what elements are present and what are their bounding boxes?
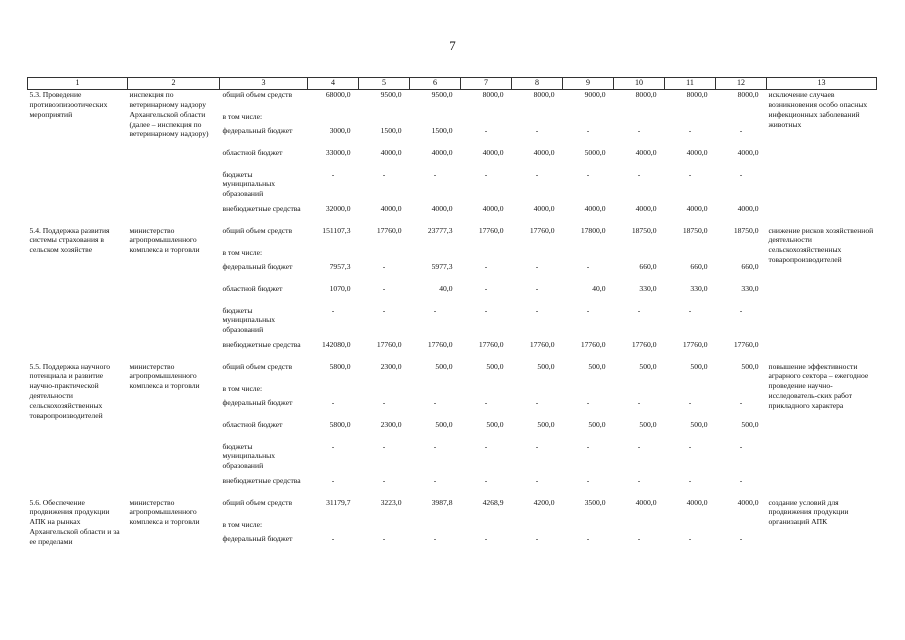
value-cell: 32000,0 xyxy=(325,203,351,213)
value-cell: 4000,0 xyxy=(380,203,402,213)
value-cell: - xyxy=(739,397,743,407)
value-cell: 1500,0 xyxy=(431,125,453,135)
table-row xyxy=(28,90,877,112)
value-cell: 18750,0 xyxy=(631,225,657,235)
measure-title: 5.6. Обеспечение продвижения продукции АПК на рынках Архангельской области и за ее пределами xyxy=(29,497,120,546)
program-table xyxy=(27,77,877,556)
value-cell: 4268,9 xyxy=(482,497,504,507)
header-cell: 7 xyxy=(461,78,512,90)
value-cell: - xyxy=(484,125,488,135)
value-cell: - xyxy=(688,169,692,179)
value-cell: 4200,0 xyxy=(533,497,555,507)
value-cell: - xyxy=(382,533,386,543)
value-cell xyxy=(614,384,665,398)
value-cell: 4000,0 xyxy=(686,203,708,213)
value-cell: 500,0 xyxy=(537,419,555,429)
value-cell xyxy=(563,384,614,398)
header-cell: 3 xyxy=(220,78,308,90)
value-cell: - xyxy=(637,475,641,485)
value-cell: 142080,0 xyxy=(322,339,351,349)
value-cell: - xyxy=(586,441,590,451)
value-cell xyxy=(308,248,359,262)
funding-source-label: федеральный бюджет xyxy=(222,533,293,543)
value-cell xyxy=(512,112,563,126)
value-cell: 330,0 xyxy=(639,283,657,293)
table-row xyxy=(28,226,877,248)
expected-result: создание условий для продвижения продукции организаций АПК xyxy=(768,497,849,527)
value-cell: 5800,0 xyxy=(329,361,351,371)
value-cell: 17760,0 xyxy=(427,339,453,349)
value-cell: - xyxy=(739,125,743,135)
value-cell: 1070,0 xyxy=(329,283,351,293)
value-cell: 17760,0 xyxy=(376,339,402,349)
header-cell: 5 xyxy=(359,78,410,90)
table-row xyxy=(28,498,877,520)
value-cell: 33000,0 xyxy=(325,147,351,157)
funding-source-label: в том числе: xyxy=(222,247,263,257)
measure-executor: министерство агропромышленного комплекса и торговли xyxy=(129,225,200,255)
value-cell: - xyxy=(382,169,386,179)
value-cell: - xyxy=(637,305,641,315)
value-cell: 500,0 xyxy=(588,419,606,429)
value-cell: 660,0 xyxy=(639,261,657,271)
header-cell: 2 xyxy=(128,78,220,90)
value-cell xyxy=(614,112,665,126)
funding-source-label: внебюджетные средства xyxy=(222,203,301,213)
value-cell: - xyxy=(535,261,539,271)
funding-source-label: в том числе: xyxy=(222,383,263,393)
header-cell: 9 xyxy=(563,78,614,90)
value-cell xyxy=(716,248,767,262)
value-cell xyxy=(410,520,461,534)
value-cell: - xyxy=(535,169,539,179)
value-cell: 5977,3 xyxy=(431,261,453,271)
value-cell: - xyxy=(331,169,335,179)
value-cell xyxy=(665,112,716,126)
funding-source-label: федеральный бюджет xyxy=(222,125,293,135)
value-cell: - xyxy=(586,305,590,315)
value-cell: 4000,0 xyxy=(584,203,606,213)
funding-source-label: общий объем средств xyxy=(222,361,293,371)
page-number: 7 xyxy=(449,38,456,53)
value-cell: - xyxy=(688,533,692,543)
value-cell: - xyxy=(484,283,488,293)
value-cell xyxy=(308,112,359,126)
value-cell: - xyxy=(535,533,539,543)
funding-source-label: федеральный бюджет xyxy=(222,261,293,271)
value-cell xyxy=(359,112,410,126)
value-cell: - xyxy=(739,169,743,179)
table-row xyxy=(28,362,877,384)
value-cell: 4000,0 xyxy=(737,147,759,157)
value-cell: 500,0 xyxy=(639,361,657,371)
header-cell: 4 xyxy=(308,78,359,90)
value-cell xyxy=(512,520,563,534)
value-cell: 7957,3 xyxy=(329,261,351,271)
value-cell: - xyxy=(637,533,641,543)
value-cell: - xyxy=(688,397,692,407)
value-cell xyxy=(359,520,410,534)
value-cell: 3500,0 xyxy=(584,497,606,507)
value-cell: 9500,0 xyxy=(431,90,453,99)
value-cell: - xyxy=(484,169,488,179)
expected-result: снижение рисков хозяйственной деятельности сельскохозяйственных товаропроизводителей xyxy=(768,225,874,265)
value-cell: 17760,0 xyxy=(529,339,555,349)
value-cell: - xyxy=(688,305,692,315)
value-cell: - xyxy=(484,261,488,271)
value-cell: 500,0 xyxy=(741,361,759,371)
value-cell: 500,0 xyxy=(639,419,657,429)
value-cell: 4000,0 xyxy=(686,497,708,507)
value-cell: - xyxy=(484,475,488,485)
funding-source-label: общий объем средств xyxy=(222,225,293,235)
value-cell xyxy=(359,248,410,262)
value-cell: - xyxy=(484,533,488,543)
value-cell: - xyxy=(586,125,590,135)
value-cell: 500,0 xyxy=(690,419,708,429)
value-cell xyxy=(563,520,614,534)
value-cell: 17760,0 xyxy=(478,225,504,235)
funding-source-label: областной бюджет xyxy=(222,419,283,429)
value-cell xyxy=(461,384,512,398)
value-cell: 4000,0 xyxy=(533,203,555,213)
value-cell: 8000,0 xyxy=(635,90,657,99)
value-cell: 500,0 xyxy=(588,361,606,371)
value-cell xyxy=(410,384,461,398)
funding-source-label: в том числе: xyxy=(222,111,263,121)
value-cell: 17760,0 xyxy=(580,339,606,349)
value-cell: 17760,0 xyxy=(733,339,759,349)
value-cell xyxy=(410,248,461,262)
table-body xyxy=(28,90,877,556)
measure-title: 5.3. Проведение противоэпизоотических мероприятий xyxy=(29,90,108,119)
funding-source-label: бюджеты муниципальных образований xyxy=(222,169,276,199)
header-cell: 11 xyxy=(665,78,716,90)
value-cell: - xyxy=(637,441,641,451)
value-cell xyxy=(614,520,665,534)
value-cell: - xyxy=(535,397,539,407)
value-cell: 2300,0 xyxy=(380,361,402,371)
value-cell: 17760,0 xyxy=(529,225,555,235)
value-cell: 17760,0 xyxy=(682,339,708,349)
value-cell: 4000,0 xyxy=(635,147,657,157)
funding-source-label: общий объем средств xyxy=(222,90,293,99)
value-cell: 17760,0 xyxy=(376,225,402,235)
value-cell: 500,0 xyxy=(690,361,708,371)
measure-executor: министерство агропромышленного комплекса и торговли xyxy=(129,497,200,527)
value-cell: - xyxy=(484,305,488,315)
value-cell: - xyxy=(433,533,437,543)
value-cell xyxy=(716,520,767,534)
value-cell: 17760,0 xyxy=(631,339,657,349)
value-cell: - xyxy=(382,261,386,271)
funding-source-label: внебюджетные средства xyxy=(222,339,301,349)
measure-title: 5.4. Поддержка развития системы страхования в сельском хозяйстве xyxy=(29,225,110,255)
value-cell: 2300,0 xyxy=(380,419,402,429)
value-cell: - xyxy=(331,475,335,485)
funding-source-label: внебюджетные средства xyxy=(222,475,301,485)
value-cell xyxy=(665,248,716,262)
value-cell: - xyxy=(586,261,590,271)
value-cell xyxy=(359,384,410,398)
value-cell: - xyxy=(586,169,590,179)
value-cell: - xyxy=(688,475,692,485)
value-cell xyxy=(665,384,716,398)
value-cell: - xyxy=(382,441,386,451)
value-cell: - xyxy=(484,441,488,451)
value-cell: 9500,0 xyxy=(380,90,402,99)
value-cell: - xyxy=(739,533,743,543)
value-cell xyxy=(716,384,767,398)
value-cell: 151107,3 xyxy=(322,225,351,235)
value-cell: - xyxy=(637,169,641,179)
value-cell: 9000,0 xyxy=(584,90,606,99)
header-cell: 13 xyxy=(767,78,877,90)
value-cell: 23777,3 xyxy=(427,225,453,235)
value-cell: 500,0 xyxy=(741,419,759,429)
funding-source-label: бюджеты муниципальных образований xyxy=(222,305,276,335)
value-cell: - xyxy=(382,397,386,407)
header-row xyxy=(28,78,877,90)
value-cell: 4000,0 xyxy=(533,147,555,157)
value-cell: 660,0 xyxy=(741,261,759,271)
value-cell: - xyxy=(433,441,437,451)
value-cell: 4000,0 xyxy=(482,147,504,157)
value-cell xyxy=(461,520,512,534)
value-cell: 5000,0 xyxy=(584,147,606,157)
value-cell: - xyxy=(535,283,539,293)
value-cell: - xyxy=(535,441,539,451)
value-cell: 4000,0 xyxy=(482,203,504,213)
funding-source-label: федеральный бюджет xyxy=(222,397,293,407)
value-cell xyxy=(410,112,461,126)
funding-source-label: областной бюджет xyxy=(222,283,283,293)
value-cell: - xyxy=(382,475,386,485)
header-cell: 8 xyxy=(512,78,563,90)
value-cell: 500,0 xyxy=(537,361,555,371)
value-cell xyxy=(512,248,563,262)
value-cell: - xyxy=(331,533,335,543)
value-cell: 18750,0 xyxy=(682,225,708,235)
header-cell: 1 xyxy=(28,78,128,90)
value-cell: 18750,0 xyxy=(733,225,759,235)
value-cell: - xyxy=(739,305,743,315)
header-cell: 6 xyxy=(410,78,461,90)
header-cell: 12 xyxy=(716,78,767,90)
expected-result: повышение эффективности аграрного сектора – ежегодное проведение научно-исследователь-ских работ прикладного характера xyxy=(768,361,869,410)
value-cell: 8000,0 xyxy=(533,90,555,99)
value-cell: 500,0 xyxy=(486,361,504,371)
value-cell: 17760,0 xyxy=(478,339,504,349)
value-cell: 4000,0 xyxy=(737,203,759,213)
value-cell xyxy=(461,248,512,262)
value-cell: 330,0 xyxy=(741,283,759,293)
value-cell: 4000,0 xyxy=(635,497,657,507)
value-cell: 8000,0 xyxy=(482,90,504,99)
value-cell: - xyxy=(484,397,488,407)
value-cell: 8000,0 xyxy=(737,90,759,99)
value-cell xyxy=(563,248,614,262)
value-cell: - xyxy=(586,397,590,407)
value-cell: - xyxy=(535,475,539,485)
value-cell xyxy=(308,384,359,398)
value-cell: 17800,0 xyxy=(580,225,606,235)
measure-executor: министерство агропромышленного комплекса и торговли xyxy=(129,361,200,391)
value-cell: 5800,0 xyxy=(329,419,351,429)
expected-result: исключение случаев возникновения особо опасных инфекционных заболеваний животных xyxy=(768,90,868,129)
value-cell xyxy=(461,112,512,126)
value-cell: 500,0 xyxy=(435,361,453,371)
value-cell xyxy=(716,112,767,126)
header-cell: 10 xyxy=(614,78,665,90)
value-cell: - xyxy=(688,441,692,451)
value-cell: - xyxy=(331,305,335,315)
value-cell: 40,0 xyxy=(592,283,606,293)
value-cell: - xyxy=(739,475,743,485)
value-cell: 500,0 xyxy=(486,419,504,429)
value-cell: - xyxy=(535,305,539,315)
value-cell: 40,0 xyxy=(439,283,453,293)
value-cell: 4000,0 xyxy=(686,147,708,157)
value-cell: 68000,0 xyxy=(325,90,351,99)
value-cell xyxy=(563,112,614,126)
value-cell: - xyxy=(433,305,437,315)
funding-source-label: общий объем средств xyxy=(222,497,293,507)
value-cell: - xyxy=(382,305,386,315)
measure-executor: инспекция по ветеринарному надзору Архангельской области (далее – инспекция по ветеринарному надзору) xyxy=(129,90,209,139)
value-cell: - xyxy=(382,283,386,293)
value-cell: - xyxy=(586,533,590,543)
funding-source-label: бюджеты муниципальных образований xyxy=(222,441,276,471)
value-cell: - xyxy=(688,125,692,135)
value-cell: - xyxy=(586,475,590,485)
value-cell: 330,0 xyxy=(690,283,708,293)
funding-source-label: в том числе: xyxy=(222,519,263,529)
value-cell: 660,0 xyxy=(690,261,708,271)
value-cell: 3223,0 xyxy=(380,497,402,507)
value-cell: 4000,0 xyxy=(737,497,759,507)
value-cell: 3987,8 xyxy=(431,497,453,507)
value-cell: 4000,0 xyxy=(431,203,453,213)
value-cell: - xyxy=(433,169,437,179)
value-cell: 4000,0 xyxy=(431,147,453,157)
value-cell: - xyxy=(433,475,437,485)
value-cell: 31179,7 xyxy=(326,497,351,507)
value-cell: 4000,0 xyxy=(635,203,657,213)
value-cell: - xyxy=(535,125,539,135)
value-cell: 3000,0 xyxy=(329,125,351,135)
value-cell: 4000,0 xyxy=(380,147,402,157)
value-cell: - xyxy=(637,397,641,407)
funding-source-label: областной бюджет xyxy=(222,147,283,157)
value-cell xyxy=(512,384,563,398)
value-cell: - xyxy=(739,441,743,451)
value-cell: - xyxy=(331,397,335,407)
value-cell: 1500,0 xyxy=(380,125,402,135)
value-cell xyxy=(308,520,359,534)
value-cell: - xyxy=(637,125,641,135)
value-cell: - xyxy=(433,397,437,407)
measure-title: 5.5. Поддержка научного потенциала и развитие научно-практической деятельности сельскохозяйственных товаропроизводителей xyxy=(29,361,111,420)
value-cell: 8000,0 xyxy=(686,90,708,99)
value-cell: 500,0 xyxy=(435,419,453,429)
value-cell xyxy=(665,520,716,534)
value-cell: - xyxy=(331,441,335,451)
value-cell xyxy=(614,248,665,262)
